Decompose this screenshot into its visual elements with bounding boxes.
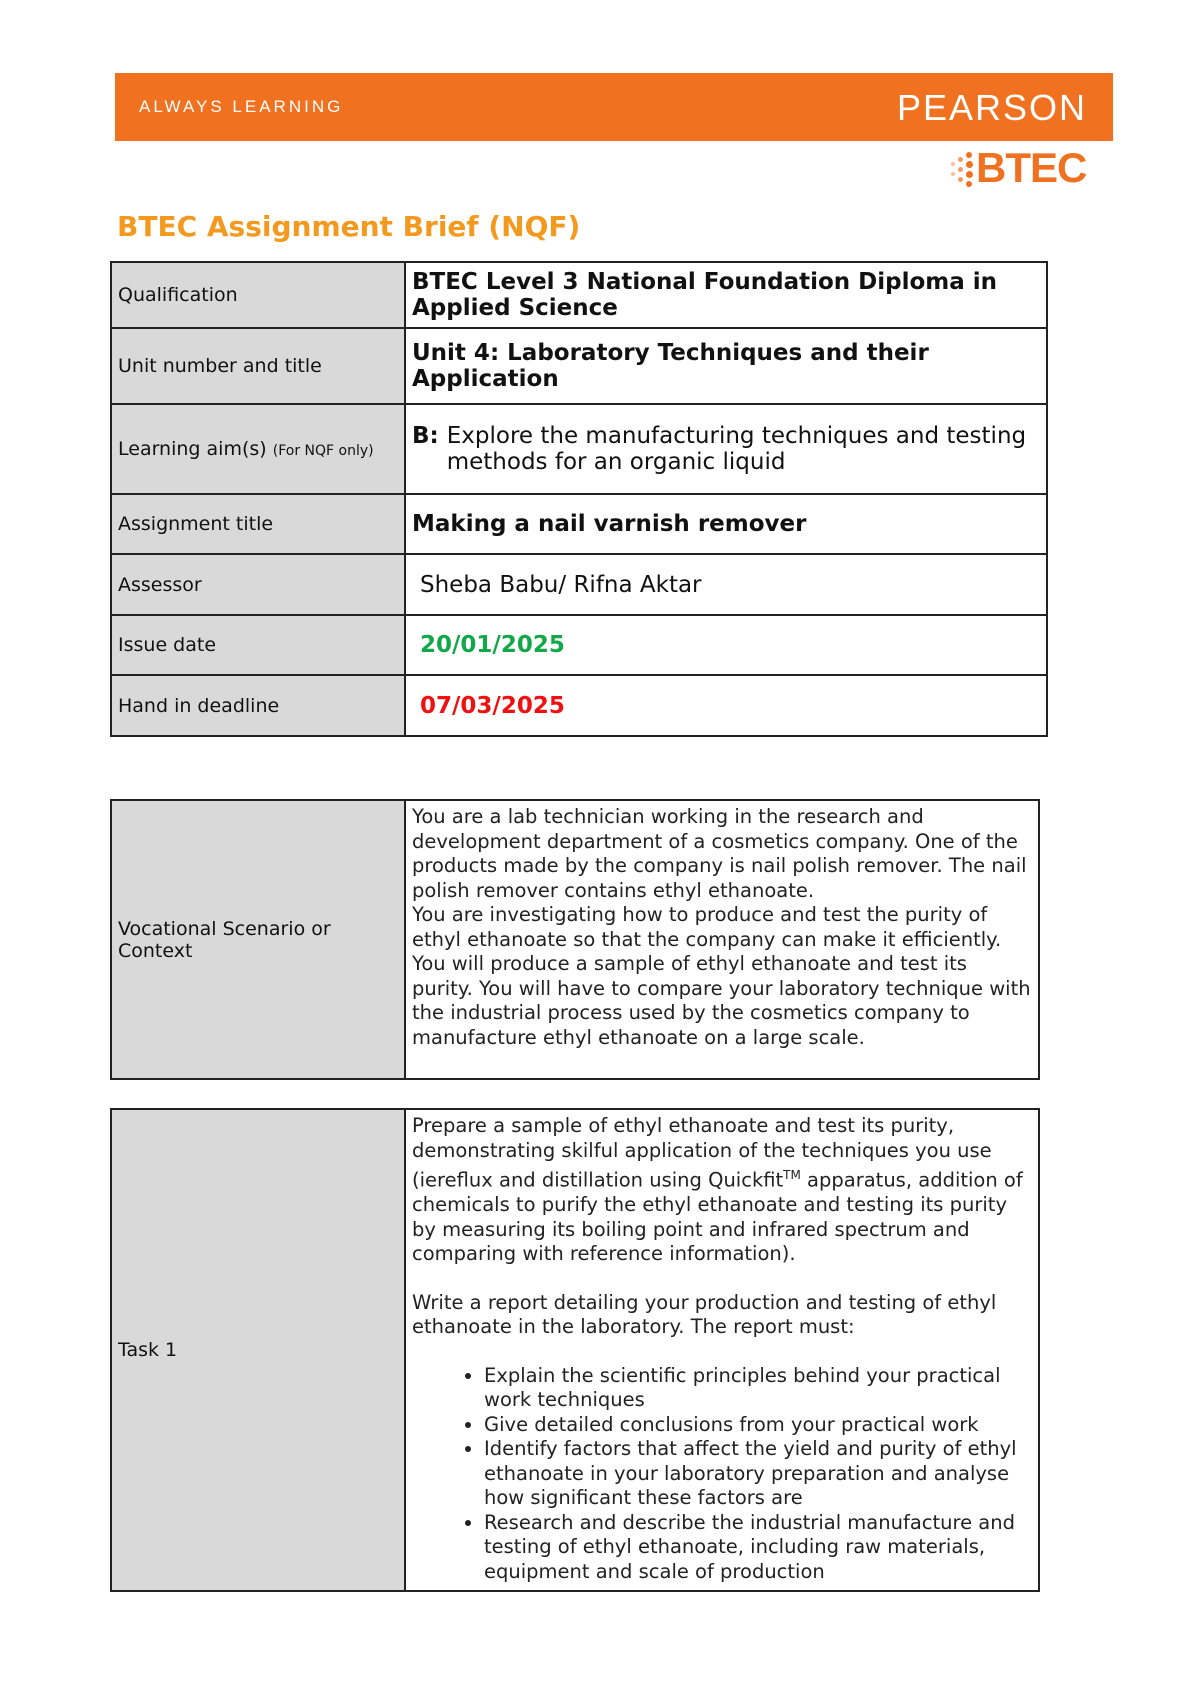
label: Issue date <box>111 615 405 675</box>
scenario-table <box>110 799 1040 1080</box>
trademark-icon: TM <box>783 1168 801 1182</box>
row-scenario <box>111 800 1039 1079</box>
label: Assessor <box>111 554 405 615</box>
row-qualification <box>111 262 1047 328</box>
row-unit <box>111 328 1047 404</box>
label: Unit number and title <box>111 328 405 404</box>
row-task-1 <box>111 1109 1039 1591</box>
row-learning-aim <box>111 404 1047 494</box>
row-issue-date <box>111 615 1047 675</box>
row-assignment-title <box>111 494 1047 554</box>
label-learning-aim <box>111 404 405 494</box>
label: Hand in deadline <box>111 675 405 736</box>
btec-wordmark: BTEC <box>976 144 1087 191</box>
requirements-list <box>412 1364 1032 1585</box>
btec-logo <box>950 143 1086 193</box>
assignment-info-table <box>110 261 1048 737</box>
row-deadline <box>111 675 1047 736</box>
pearson-logo: PEARSON <box>896 87 1087 128</box>
list-item: • Identify factors that affect the yield and purity of ethyl ethanoate in your laboratory preparation and analyse how significant these factors are <box>484 1437 1032 1511</box>
task-intro: Prepare a sample of ethyl ethanoate and test its purity, demonstrating skilful application of the techniques you use (iereflux and distillation using Quickfit™ apparatus, addition of chemicals to purify the ethyl ethanoate and testing its purity by measuring its boiling point and infrared spectrum and comparing with reference information). <box>412 1114 1023 1265</box>
assignment-title-value: Making a nail varnish remover <box>405 494 1047 554</box>
scenario-paragraph: You are investigating how to produce and test the purity of ethyl ethanoate so that the company can make it efficiently. You will produce a sample of ethyl ethanoate and test its purity. You will have to compare your laboratory technique with the industrial process used by the cosmetics company to manufacture ethyl ethanoate on a large scale. <box>412 903 1031 1049</box>
aim-text: Explore the manufacturing techniques and testing methods for an organic liquid <box>446 423 1027 475</box>
learning-aim-value <box>405 404 1047 494</box>
deadline-value: 07/03/2025 <box>405 675 1047 736</box>
qualification-value: BTEC Level 3 National Foundation Diploma in Applied Science <box>405 262 1047 328</box>
issue-date-value: 20/01/2025 <box>405 615 1047 675</box>
assessor-value: Sheba Babu/ Rifna Aktar <box>405 554 1047 615</box>
label: Vocational Scenario or Context <box>111 800 405 1079</box>
task-table <box>110 1108 1040 1592</box>
report-intro: Write a report detailing your production and testing of ethyl ethanoate in the laboratory. The report must: <box>412 1290 997 1338</box>
list-item: • Give detailed conclusions from your practical work <box>484 1413 1032 1438</box>
label: Assignment title <box>111 494 405 554</box>
label-note: (For NQF only) <box>272 443 374 459</box>
dots-icon <box>950 148 974 188</box>
label: Qualification <box>111 262 405 328</box>
aim-letter: B: <box>412 423 439 449</box>
task-1-text <box>405 1109 1039 1591</box>
scenario-text <box>405 800 1039 1079</box>
list-item: • Research and describe the industrial manufacture and testing of ethyl ethanoate, including raw materials, equipment and scale of production <box>484 1511 1032 1585</box>
unit-value: Unit 4: Laboratory Techniques and their Application <box>405 328 1047 404</box>
label: Learning aim(s) <box>118 438 267 460</box>
row-assessor <box>111 554 1047 615</box>
scenario-paragraph: You are a lab technician working in the research and development department of a cosmetics company. One of the products made by the company is nail polish remover. The nail polish remover contains ethyl ethanoate. <box>412 805 1027 902</box>
label: Task 1 <box>111 1109 405 1591</box>
header-banner <box>115 73 1113 141</box>
tagline: ALWAYS LEARNING <box>139 97 344 116</box>
page-title: BTEC Assignment Brief (NQF) <box>117 210 581 243</box>
list-item: • Explain the scientific principles behind your practical work techniques <box>484 1364 1032 1413</box>
